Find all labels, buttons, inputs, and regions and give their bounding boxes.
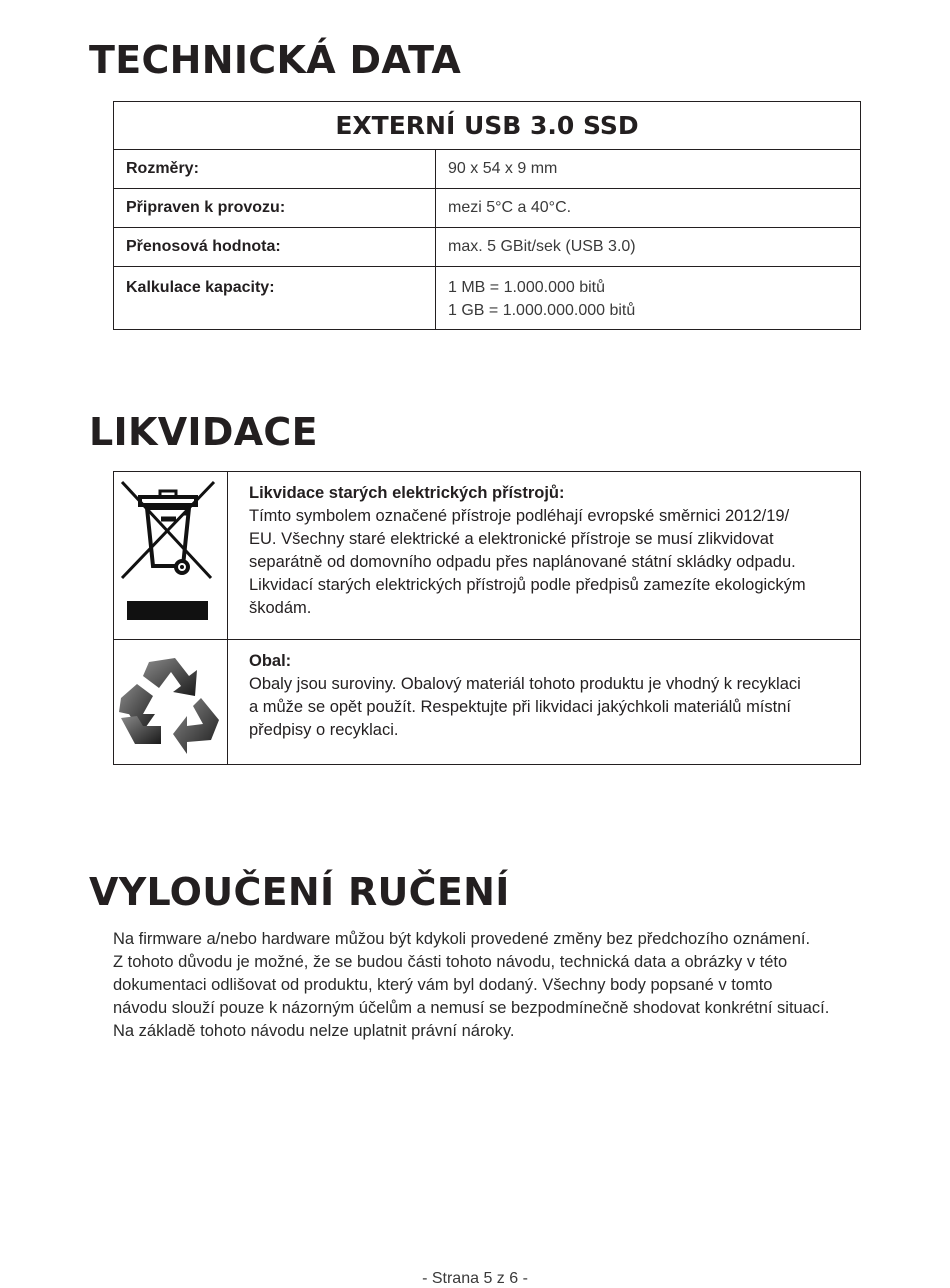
spec-value: [436, 267, 861, 330]
text-line: Z tohoto důvodu je možné, že se budou části tohoto návodu, technická data a obrázky v této: [113, 953, 788, 971]
disposal-table: [113, 471, 861, 765]
disposal-heading: Obal:: [249, 652, 292, 670]
table-row: [114, 640, 861, 765]
text-line: dokumentaci odlišovat od produktu, který vám byl dodaný. Všechny body popsané v tomto: [113, 976, 773, 994]
text-line: separátně od domovního odpadu přes naplánované státní skládky odpadu.: [249, 553, 796, 571]
spec-label: Rozměry:: [114, 150, 436, 189]
spec-value: mezi 5°C a 40°C.: [436, 189, 861, 228]
spec-label: Kalkulace kapacity:: [114, 267, 436, 330]
table-row: [114, 472, 861, 640]
table-row: [114, 150, 861, 189]
page-footer: - Strana 5 z 6 -: [422, 1270, 528, 1287]
text-line: Likvidací starých elektrických přístrojů podle předpisů zamezíte ekologickým: [249, 576, 806, 594]
spec-table-header-row: [114, 102, 861, 150]
spec-value: max. 5 GBit/sek (USB 3.0): [436, 228, 861, 267]
text-line: Obaly jsou suroviny. Obalový materiál tohoto produktu je vhodný k recyklaci: [249, 675, 801, 693]
table-row: [114, 189, 861, 228]
text-line: škodám.: [249, 599, 312, 617]
section-title-disposal: LIKVIDACE: [89, 410, 318, 454]
spec-value-line: 1 GB = 1.000.000.000 bitů: [448, 302, 636, 319]
disposal-icon-cell: [114, 472, 228, 640]
text-line: EU. Všechny staré elektrické a elektronické přístroje se musí zlikvidovat: [249, 530, 774, 548]
spec-label: Přenosová hodnota:: [114, 228, 436, 267]
section-title-disclaimer: VYLOUČENÍ RUČENÍ: [89, 870, 510, 914]
table-row: [114, 228, 861, 267]
text-line: Na firmware a/nebo hardware můžou být kdykoli provedené změny bez předchozího oznámení.: [113, 930, 811, 948]
spec-label: Připraven k provozu:: [114, 189, 436, 228]
disposal-heading: Likvidace starých elektrických přístrojů:: [249, 484, 565, 502]
table-row: [114, 267, 861, 330]
disposal-icon-cell: [114, 640, 228, 765]
text-line: Tímto symbolem označené přístroje podléhají evropské směrnici 2012/19/: [249, 507, 790, 525]
disclaimer-paragraph: [113, 928, 873, 1043]
text-line: předpisy o recyklaci.: [249, 721, 399, 739]
disposal-text-cell: [228, 472, 861, 640]
recycle-icon: [115, 654, 225, 762]
disposal-text-cell: [228, 640, 861, 765]
spec-value: 90 x 54 x 9 mm: [436, 150, 861, 189]
weee-crossed-bin-icon: [118, 478, 218, 624]
text-line: návodu slouží pouze k názorným účelům a nemusí se bezpodmínečně shodovat konkrétní situací.: [113, 999, 830, 1017]
text-line: a může se opět použít. Respektujte při likvidaci jakýchkoli materiálů místní: [249, 698, 791, 716]
section-title-technical-data: TECHNICKÁ DATA: [89, 38, 462, 82]
text-line: Na základě tohoto návodu nelze uplatnit právní nároky.: [113, 1022, 515, 1040]
spec-table-header: EXTERNÍ USB 3.0 SSD: [114, 102, 861, 150]
spec-table: [113, 101, 861, 330]
spec-value-line: 1 MB = 1.000.000 bitů: [448, 279, 605, 296]
